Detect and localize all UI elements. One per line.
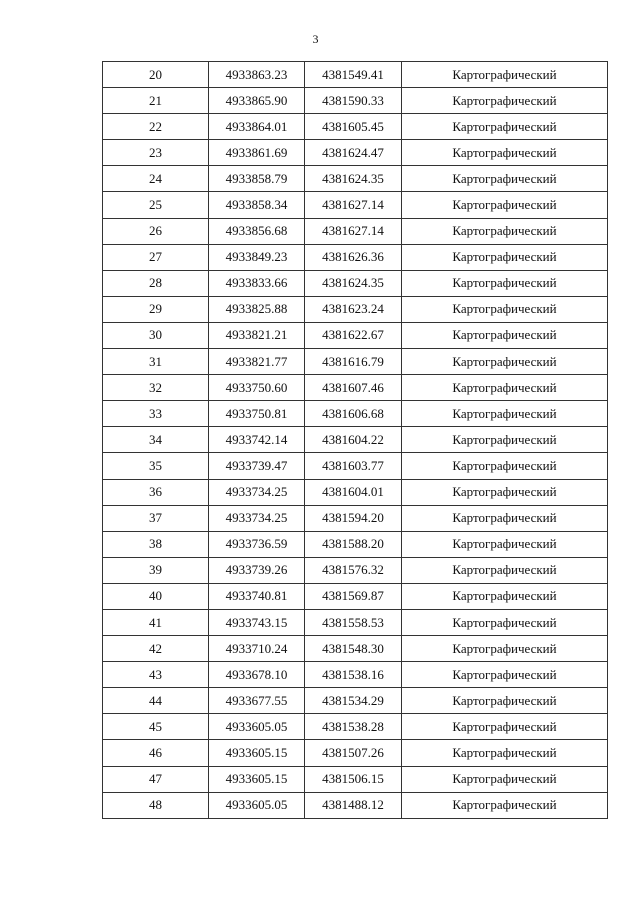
x-coordinate-cell: 4933740.81 — [209, 583, 305, 609]
x-coordinate-cell: 4933821.77 — [209, 349, 305, 375]
method-cell: Картографический — [402, 688, 608, 714]
method-cell: Картографический — [402, 505, 608, 531]
point-number-cell: 36 — [103, 479, 209, 505]
table-row — [103, 479, 608, 505]
table-row — [103, 270, 608, 296]
point-number-cell: 31 — [103, 349, 209, 375]
y-coordinate-cell: 4381558.53 — [305, 609, 402, 635]
point-number-cell: 40 — [103, 583, 209, 609]
method-cell: Картографический — [402, 218, 608, 244]
table-row — [103, 401, 608, 427]
table-row — [103, 140, 608, 166]
y-coordinate-cell: 4381623.24 — [305, 296, 402, 322]
x-coordinate-cell: 4933678.10 — [209, 662, 305, 688]
x-coordinate-cell: 4933742.14 — [209, 427, 305, 453]
y-coordinate-cell: 4381624.47 — [305, 140, 402, 166]
x-coordinate-cell: 4933605.15 — [209, 766, 305, 792]
point-number-cell: 43 — [103, 662, 209, 688]
y-coordinate-cell: 4381507.26 — [305, 740, 402, 766]
table-row — [103, 88, 608, 114]
x-coordinate-cell: 4933825.88 — [209, 296, 305, 322]
point-number-cell: 39 — [103, 557, 209, 583]
y-coordinate-cell: 4381538.16 — [305, 662, 402, 688]
table-row — [103, 349, 608, 375]
method-cell: Картографический — [402, 244, 608, 270]
x-coordinate-cell: 4933864.01 — [209, 114, 305, 140]
coordinates-table-body — [103, 62, 608, 819]
point-number-cell: 34 — [103, 427, 209, 453]
x-coordinate-cell: 4933739.26 — [209, 557, 305, 583]
point-number-cell: 46 — [103, 740, 209, 766]
x-coordinate-cell: 4933858.79 — [209, 166, 305, 192]
y-coordinate-cell: 4381488.12 — [305, 792, 402, 818]
point-number-cell: 24 — [103, 166, 209, 192]
table-row — [103, 427, 608, 453]
method-cell: Картографический — [402, 531, 608, 557]
y-coordinate-cell: 4381607.46 — [305, 375, 402, 401]
point-number-cell: 26 — [103, 218, 209, 244]
method-cell: Картографический — [402, 166, 608, 192]
point-number-cell: 25 — [103, 192, 209, 218]
x-coordinate-cell: 4933734.25 — [209, 479, 305, 505]
table-row — [103, 244, 608, 270]
method-cell: Картографический — [402, 792, 608, 818]
y-coordinate-cell: 4381622.67 — [305, 322, 402, 348]
table-row — [103, 505, 608, 531]
method-cell: Картографический — [402, 714, 608, 740]
point-number-cell: 23 — [103, 140, 209, 166]
point-number-cell: 20 — [103, 62, 209, 88]
x-coordinate-cell: 4933739.47 — [209, 453, 305, 479]
table-row — [103, 557, 608, 583]
y-coordinate-cell: 4381594.20 — [305, 505, 402, 531]
point-number-cell: 35 — [103, 453, 209, 479]
table-row — [103, 531, 608, 557]
method-cell: Картографический — [402, 453, 608, 479]
y-coordinate-cell: 4381606.68 — [305, 401, 402, 427]
point-number-cell: 48 — [103, 792, 209, 818]
page-number: 3 — [312, 32, 319, 46]
method-cell: Картографический — [402, 375, 608, 401]
y-coordinate-cell: 4381624.35 — [305, 166, 402, 192]
table-row — [103, 375, 608, 401]
y-coordinate-cell: 4381624.35 — [305, 270, 402, 296]
method-cell: Картографический — [402, 322, 608, 348]
table-row — [103, 662, 608, 688]
y-coordinate-cell: 4381627.14 — [305, 192, 402, 218]
method-cell: Картографический — [402, 662, 608, 688]
coordinates-table — [102, 61, 608, 819]
point-number-cell: 42 — [103, 636, 209, 662]
method-cell: Картографический — [402, 479, 608, 505]
y-coordinate-cell: 4381604.01 — [305, 479, 402, 505]
method-cell: Картографический — [402, 114, 608, 140]
x-coordinate-cell: 4933605.05 — [209, 714, 305, 740]
method-cell: Картографический — [402, 636, 608, 662]
y-coordinate-cell: 4381604.22 — [305, 427, 402, 453]
point-number-cell: 38 — [103, 531, 209, 557]
y-coordinate-cell: 4381616.79 — [305, 349, 402, 375]
method-cell: Картографический — [402, 766, 608, 792]
table-row — [103, 114, 608, 140]
table-row — [103, 166, 608, 192]
y-coordinate-cell: 4381605.45 — [305, 114, 402, 140]
point-number-cell: 41 — [103, 609, 209, 635]
table-row — [103, 609, 608, 635]
x-coordinate-cell: 4933734.25 — [209, 505, 305, 531]
point-number-cell: 27 — [103, 244, 209, 270]
table-row — [103, 688, 608, 714]
y-coordinate-cell: 4381626.36 — [305, 244, 402, 270]
point-number-cell: 28 — [103, 270, 209, 296]
point-number-cell: 30 — [103, 322, 209, 348]
x-coordinate-cell: 4933677.55 — [209, 688, 305, 714]
table-row — [103, 766, 608, 792]
table-row — [103, 62, 608, 88]
method-cell: Картографический — [402, 740, 608, 766]
method-cell: Картографический — [402, 583, 608, 609]
table-row — [103, 740, 608, 766]
x-coordinate-cell: 4933821.21 — [209, 322, 305, 348]
x-coordinate-cell: 4933750.60 — [209, 375, 305, 401]
y-coordinate-cell: 4381569.87 — [305, 583, 402, 609]
x-coordinate-cell: 4933858.34 — [209, 192, 305, 218]
table-row — [103, 296, 608, 322]
x-coordinate-cell: 4933605.15 — [209, 740, 305, 766]
point-number-cell: 22 — [103, 114, 209, 140]
x-coordinate-cell: 4933856.68 — [209, 218, 305, 244]
method-cell: Картографический — [402, 557, 608, 583]
x-coordinate-cell: 4933865.90 — [209, 88, 305, 114]
method-cell: Картографический — [402, 270, 608, 296]
method-cell: Картографический — [402, 296, 608, 322]
point-number-cell: 44 — [103, 688, 209, 714]
method-cell: Картографический — [402, 401, 608, 427]
y-coordinate-cell: 4381534.29 — [305, 688, 402, 714]
y-coordinate-cell: 4381549.41 — [305, 62, 402, 88]
method-cell: Картографический — [402, 140, 608, 166]
y-coordinate-cell: 4381627.14 — [305, 218, 402, 244]
method-cell: Картографический — [402, 427, 608, 453]
table-row — [103, 636, 608, 662]
point-number-cell: 29 — [103, 296, 209, 322]
method-cell: Картографический — [402, 349, 608, 375]
x-coordinate-cell: 4933743.15 — [209, 609, 305, 635]
x-coordinate-cell: 4933736.59 — [209, 531, 305, 557]
table-row — [103, 792, 608, 818]
table-row — [103, 218, 608, 244]
y-coordinate-cell: 4381576.32 — [305, 557, 402, 583]
method-cell: Картографический — [402, 62, 608, 88]
method-cell: Картографический — [402, 609, 608, 635]
x-coordinate-cell: 4933863.23 — [209, 62, 305, 88]
point-number-cell: 47 — [103, 766, 209, 792]
point-number-cell: 21 — [103, 88, 209, 114]
x-coordinate-cell: 4933849.23 — [209, 244, 305, 270]
x-coordinate-cell: 4933833.66 — [209, 270, 305, 296]
x-coordinate-cell: 4933750.81 — [209, 401, 305, 427]
point-number-cell: 45 — [103, 714, 209, 740]
point-number-cell: 32 — [103, 375, 209, 401]
y-coordinate-cell: 4381603.77 — [305, 453, 402, 479]
point-number-cell: 33 — [103, 401, 209, 427]
x-coordinate-cell: 4933605.05 — [209, 792, 305, 818]
x-coordinate-cell: 4933710.24 — [209, 636, 305, 662]
table-row — [103, 714, 608, 740]
table-row — [103, 322, 608, 348]
x-coordinate-cell: 4933861.69 — [209, 140, 305, 166]
method-cell: Картографический — [402, 88, 608, 114]
table-row — [103, 583, 608, 609]
y-coordinate-cell: 4381506.15 — [305, 766, 402, 792]
table-row — [103, 192, 608, 218]
table-row — [103, 453, 608, 479]
method-cell: Картографический — [402, 192, 608, 218]
y-coordinate-cell: 4381548.30 — [305, 636, 402, 662]
point-number-cell: 37 — [103, 505, 209, 531]
y-coordinate-cell: 4381590.33 — [305, 88, 402, 114]
y-coordinate-cell: 4381538.28 — [305, 714, 402, 740]
y-coordinate-cell: 4381588.20 — [305, 531, 402, 557]
